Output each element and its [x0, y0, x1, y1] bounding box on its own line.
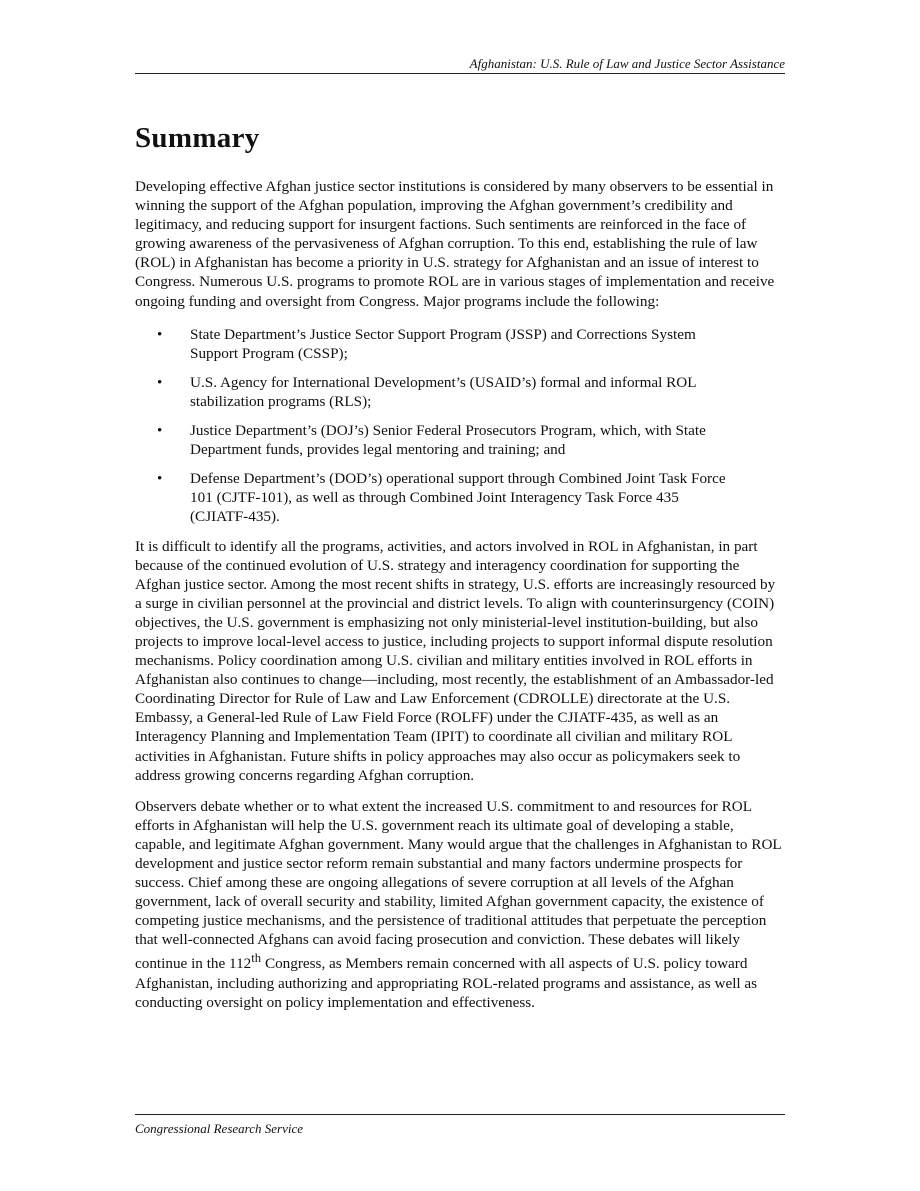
footer-rule	[135, 1114, 785, 1115]
debate-text-part2: Congress, as Members remain concerned with all aspects of U.S. policy toward Afghanistan, including authorizing and appropriating ROL-related programs and assistance, as well as conducting oversight on policy implementation and effectiveness.	[135, 955, 758, 1011]
intro-paragraph: Developing effective Afghan justice sector institutions is considered by many observers to be essential in winning the support of the Afghan population, improving the Afghan government’s credibility and legitimacy, and reducing support for insurgent factions. Such sentiments are reinforced in the face of growing awareness of the pervasiveness of Afghan corruption. To this end, establishing the rule of law (ROL) in Afghanistan has become a priority in U.S. strategy for Afghanistan and an issue of interest to Congress. Numerous U.S. programs to promote ROL are in various stages of implementation and receive ongoing funding and oversight from Congress. Major programs include the following:	[135, 178, 775, 310]
difficulty-paragraph: It is difficult to identify all the programs, activities, and actors involved in ROL in Afghanistan, in part because of the continued evolution of U.S. strategy and interagency coordination for supporting the Afghan justice sector. Among the most recent shifts in strategy, U.S. efforts are increasingly resourced by a surge in civilian personnel at the provincial and district levels. To align with counterinsurgency (COIN) objectives, the U.S. government is emphasizing not only ministerial-level institution-building, but also projects to improve local-level access to justice, including projects to support informal dispute resolution mechanisms. Policy coordination among U.S. civilian and military entities involved in ROL efforts in Afghanistan also continues to change—including, most recently, the establishment of an Ambassador-led Coordinating Director for Rule of Law and Law Enforcement (CDROLLE) directorate at the U.S. Embassy, a General-led Rule of Law Field Force (ROLFF) under the CJIATF-435, as well as an Interagency Planning and Implementation Team (IPIT) to coordinate all civilian and military ROL activities in Afghanistan. Future shifts in policy approaches may also occur as policymakers seek to address growing concerns regarding Afghan corruption.	[135, 537, 776, 784]
list-item-text: Defense Department’s (DOD’s) operational support through Combined Joint Task Force 101 (CJTF-101), as well as through Combined Joint Interagency Task Force 435 (CJIATF-435).	[190, 470, 726, 526]
list-item	[135, 469, 730, 526]
header-rule	[135, 73, 785, 74]
bullet-marker: •	[157, 470, 163, 488]
bullet-marker: •	[157, 373, 163, 391]
debate-paragraph	[135, 797, 785, 1012]
section-title: Summary	[135, 122, 260, 154]
body-text	[135, 177, 785, 1024]
ordinal-suffix: th	[251, 951, 262, 966]
bullet-marker: •	[157, 325, 163, 343]
running-header: Afghanistan: U.S. Rule of Law and Justice Sector Assistance	[469, 56, 785, 71]
list-item	[135, 373, 730, 411]
running-footer: Congressional Research Service	[135, 1121, 303, 1136]
program-list	[135, 325, 785, 527]
list-item-text: State Department’s Justice Sector Support Program (JSSP) and Corrections System Support Program (CSSP);	[190, 325, 696, 362]
debate-text-part1: Observers debate whether or to what extent the increased U.S. commitment to and resources for ROL efforts in Afghanistan will help the U.S. government reach its ultimate goal of developing a stable, capable, and legitimate Afghan government. Many would argue that the challenges in Afghanistan to ROL development and justice sector reform remain substantial and many factors undermine prospects for success. Chief among these are ongoing allegations of severe corruption at all levels of the Afghan government, lack of overall security and stability, limited Afghan government capacity, the existence of competing justice mechanisms, and the persistence of traditional attitudes that perpetuate the perception that well-connected Afghans can avoid facing prosecution and conviction. These debates will likely continue in the 112	[135, 797, 782, 973]
bullet-marker: •	[157, 422, 163, 440]
list-item	[135, 421, 730, 459]
list-item	[135, 325, 730, 363]
list-item-text: Justice Department’s (DOJ’s) Senior Federal Prosecutors Program, which, with State Department funds, provides legal mentoring and training; and	[190, 422, 706, 459]
list-item-text: U.S. Agency for International Development’s (USAID’s) formal and informal ROL stabilization programs (RLS);	[190, 373, 696, 410]
